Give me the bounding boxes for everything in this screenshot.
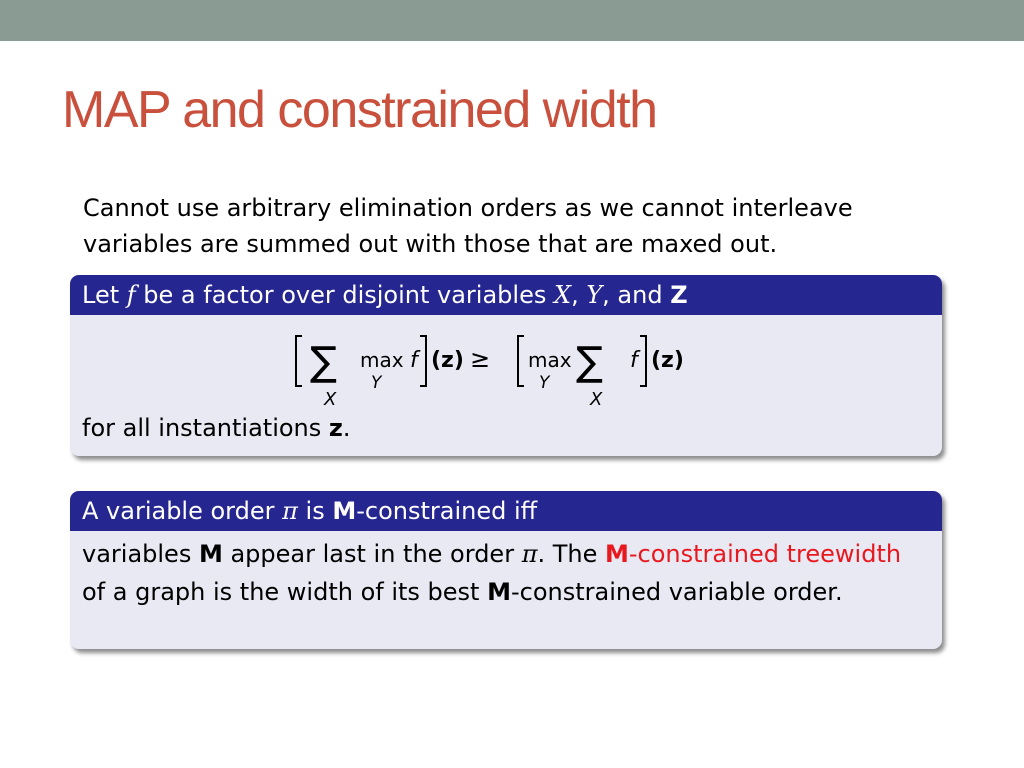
left-bracket-open <box>296 336 302 386</box>
sum-symbol: ∑ <box>310 339 337 385</box>
formula <box>70 315 942 413</box>
header-text: A variable order <box>82 497 283 525</box>
header-text: , and <box>602 281 671 309</box>
var-m: M <box>198 540 223 568</box>
intro-text: Cannot use arbitrary elimination orders as we cannot interleave variables are summed out with those that are maxed out. <box>83 194 853 258</box>
right-bracket-close <box>640 336 646 386</box>
var-z: Z <box>670 281 688 309</box>
var-z-footer: z <box>328 414 343 442</box>
theorem-block <box>70 275 942 456</box>
body-text: -constrained variable order. <box>510 578 843 606</box>
body-text: of a graph is the width of its best <box>82 578 488 606</box>
header-text: be a factor over disjoint variables <box>135 281 554 309</box>
z-argument: (z) <box>431 348 464 373</box>
var-m: M <box>487 578 511 606</box>
max-subscript: Y <box>371 373 382 393</box>
var-y: Y <box>586 281 603 309</box>
top-bar <box>0 0 1024 41</box>
var-m-highlight: M <box>605 540 629 568</box>
definition-body <box>70 531 942 611</box>
slide-title: MAP and constrained width <box>62 81 657 139</box>
footer-period: . <box>342 414 351 442</box>
function-f: f <box>630 348 638 373</box>
geq-symbol: ≥ <box>470 345 491 373</box>
var-pi: π <box>282 497 298 525</box>
theorem-block-header <box>70 275 942 315</box>
body-text: . The <box>537 540 605 568</box>
right-bracket-open <box>518 336 524 386</box>
max-subscript: Y <box>539 373 550 393</box>
definition-block <box>70 491 942 649</box>
theorem-footer <box>70 413 942 443</box>
header-text: Let <box>82 281 127 309</box>
max-operator: max <box>528 348 572 372</box>
left-bracket-close <box>420 336 426 386</box>
var-pi: π <box>521 540 538 568</box>
footer-text: for all instantiations <box>82 414 329 442</box>
header-comma: , <box>571 281 587 309</box>
sum-symbol: ∑ <box>576 339 603 385</box>
var-m: M <box>332 497 357 525</box>
var-f: f <box>126 281 136 309</box>
header-text: -constrained iff <box>356 497 538 525</box>
body-text: appear last in the order <box>222 540 522 568</box>
formula-svg <box>70 315 942 413</box>
definition-block-header <box>70 491 942 531</box>
var-x: X <box>553 281 572 309</box>
max-operator: max <box>360 348 404 372</box>
sum-subscript: X <box>324 389 337 410</box>
z-argument: (z) <box>651 348 684 373</box>
highlight-term: -constrained treewidth <box>628 540 902 568</box>
header-text: is <box>297 497 333 525</box>
sum-subscript: X <box>590 389 603 410</box>
body-text: variables <box>82 540 199 568</box>
function-f: f <box>410 348 418 373</box>
